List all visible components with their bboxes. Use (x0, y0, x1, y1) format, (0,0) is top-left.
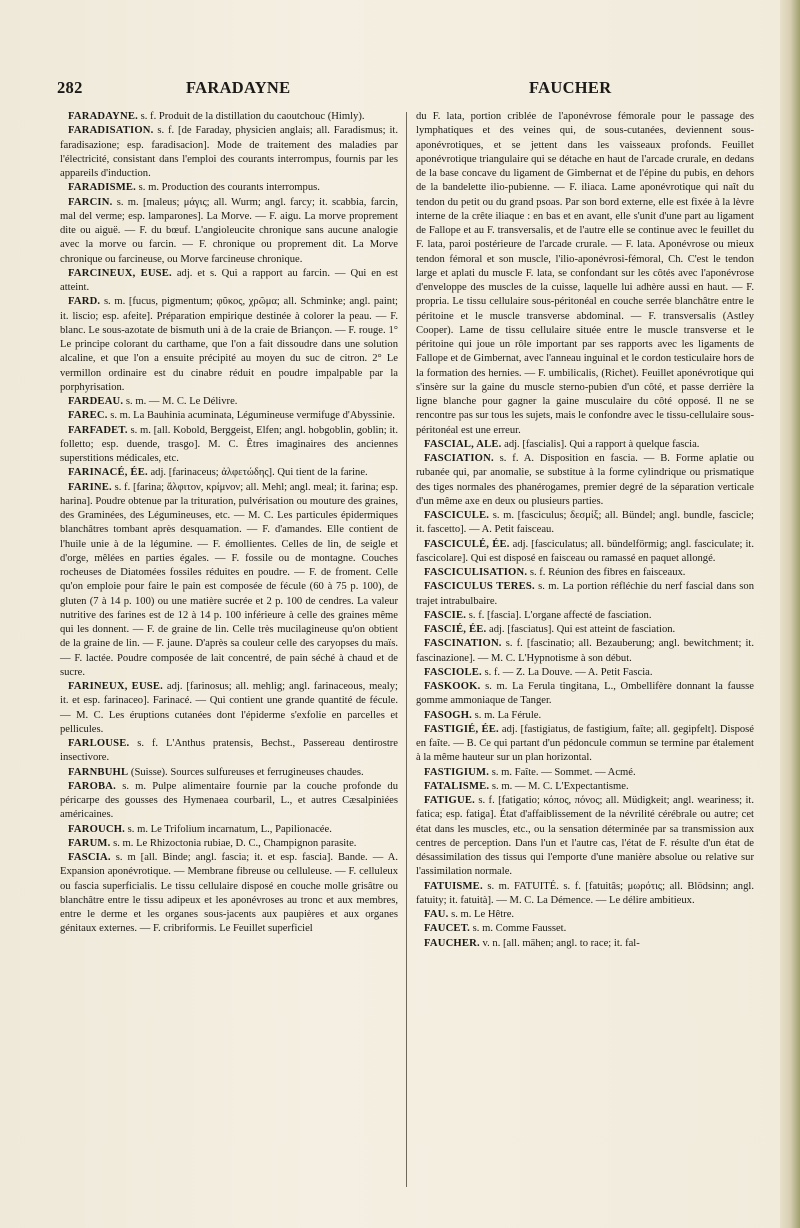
entry-headword: FARADISATION. (68, 125, 154, 137)
left-column (60, 110, 398, 937)
entry-definition: (Suisse). Sources sulfureuses et ferrugineuses chaudes. (128, 766, 364, 778)
entry-headword: FASCIOLE. (424, 666, 482, 678)
entry-definition: s. m. Le Trifolium incarnatum, L., Papilionacée. (125, 823, 332, 835)
dictionary-entry (416, 922, 754, 936)
entry-definition: s. m. Le Rhizoctonia rubiae, D. C., Champignon parasite. (110, 837, 357, 849)
entry-headword: FASCIATION. (424, 453, 494, 464)
entry-headword: FASCIÉ, ÉE. (424, 624, 487, 635)
entry-headword: FARADISME. (68, 182, 137, 194)
entry-definition: adj. [fasciculatus; all. bündelförmig; angl. fasciculate; it. fascicolare]. Qui est disposé en faisceau ou ramassé en paquet allongé. (416, 538, 755, 564)
entry-definition: s. m. — M. C. Le Délivre. (123, 396, 238, 407)
dictionary-entry (60, 680, 398, 737)
entry-definition: adj. [fasciatus]. Qui est atteint de fasciation. (486, 624, 676, 635)
entry-headword: FASCICULISATION. (424, 567, 528, 578)
entry-definition: adj. et s. Qui a rapport au farcin. — Qui en est atteint. (60, 267, 398, 293)
entry-definition: s. m. [all. Kobold, Berggeist, Elfen; angl. hobgoblin, goblin; it. folletto; esp. duende, trasgo]. M. C. Êtres imaginaires des anciennes superstitions médicales, etc. (60, 424, 398, 464)
entry-definition: s. m. [maleus; μάγις; all. Wurm; angl. farcy; it. scabbia, farcin, mal del verme; esp. lamparones]. La Morve. — F. aigu. La morve proprement dite ou aiguë. — F. du bœuf. L'angioleucite chronique sans aucune analogie avec la morve ou farcin. — F. chronique ou proprement dit. La Morve chronique ou farcineuse, ou Morve farcineuse chronique. (60, 196, 398, 265)
dictionary-entry (60, 766, 398, 780)
dictionary-entry (416, 609, 754, 623)
dictionary-entry (416, 509, 754, 538)
dictionary-entry (60, 181, 398, 195)
entry-definition: s. f. Réunion des fibres en faisceaux. (527, 567, 686, 578)
dictionary-entry (416, 880, 754, 909)
dictionary-entry (60, 823, 398, 837)
entry-headword: FARUM. (68, 837, 111, 849)
dictionary-entry (60, 124, 398, 181)
left-running-head: FARADAYNE (186, 78, 291, 97)
entry-headword: FASTIGIÉ, ÉE. (424, 723, 499, 735)
entry-headword: FASCICULUS TERES. (424, 581, 535, 593)
entry-definition: s. m. La Bauhinia acuminata, Légumineuse vermifuge d'Abyssinie. (107, 410, 395, 422)
dictionary-entry (60, 780, 398, 823)
entry-headword: FASCINATION. (424, 638, 502, 650)
dictionary-entry (416, 110, 754, 438)
dictionary-entry (416, 580, 754, 609)
entry-headword: FAU. (424, 909, 449, 920)
dictionary-entry (60, 295, 398, 395)
entry-headword: FARNBUHL (68, 766, 129, 778)
dictionary-entry (416, 623, 754, 637)
entry-definition: s. m. Comme Fausset. (470, 923, 567, 935)
entry-definition: s. m. [fucus, pigmentum; φῦκος, χρῶμα; all. Schminke; angl. paint; it. liscio; esp. afeite]. Préparation empirique destinée à colorer la peau. — F. blanc. Le sous-azotate de bismuth uni à de la craie de Briançon. — F. rouge. 1° Le principe colorant du carthame, que l'on a fait dissoudre dans une solution alcaline, et que l'on a ensuite précipité au moyen du suc de citron. 2° Le vermillon ordinaire est du cinabre réduit en poudre impalpable par la porphyrisation. (60, 296, 398, 393)
entry-definition: du F. lata, portion criblée de l'aponévrose fémorale pour le passage des lymphatiques et des veines qui, de sous-cutanées, deviennent sous-aponévrotiques, et se jettent dans les vaisseaux profonds. Feuillet aponévrotique triangulaire qui se détache en haut de l'arcade crurale, en dedans de la base concave du ligament de Gimbernat et de l'épine du pubis, en dehors de la bandelette ilio-pubienne. — F. iliaca. Lame aponévrotique qui naît du tendon du petit ou du grand psoas. Par son bord externe, elle est fixée à la lèvre interne de la crête iliaque : en bas et en avant, elle s'unit d'une part au ligament de Fallope et au F. transversalis, et de l'autre elle se continue avec le feuillet du F. lata, paroi postérieure de l'arcade crurale. — F. lata. Aponévrose ou mieux tendon fémoral et son muscle, l'ilio-aponévrosi-fémoral, Ch. C'est le tendon large et aplati du muscle F. lata, se confondant sur les côtés avec l'aponévrose d'enveloppe des muscles de la cuisse, laquelle lui adhère aussi en haut. — F. propria. Le tissu cellulaire sous-péritonéal en couche serrée blanchâtre entre le péritoine et le muscle transverse abdominal. — F. transversalis (Astley Cooper). Lame de tissu cellulaire située entre le muscle transverse et le péritoine qui joue un rôle important par ses rapports avec les ligaments de Fallope et de Gimbernat, avec l'anneau inguinal et le cordon testiculaire hors de la formation des hernies. — F. umbilicalis, (Richet). Feuillet aponévrotique qui s'insère sur la gaine du muscle sterno-pubien d'un côté, et passe derrière la ligne blanche pour gagner la gaine musculaire du côté opposé. Il ne se rencontre pas sur tous les sujets, mais le confondre avec le tissu-cellulaire sous-péritonéal est une erreur. (416, 111, 754, 436)
entry-headword: FARINEUX, EUSE. (68, 681, 163, 692)
entry-definition: s. m. Le Hêtre. (448, 909, 515, 920)
column-divider (406, 112, 407, 1187)
dictionary-entry (60, 110, 398, 124)
dictionary-entry (60, 481, 398, 681)
entry-definition: s. f. [farina; ἄλφιτον, κρίμνον; all. Mehl; angl. meal; it. farina; esp. harina]. Poudre obtenue par la trituration, pulvérisation ou mouture des graines, des Graminées, des Légumineuses, etc. — M. C. Les particules épidermiques blanchâtres tombant après desquamation. — F. d'amandes. Elle contient de l'huile unie à de la légumine. — F. émollientes. Celles de lin, de seigle et d'orge, mêlées en parties égales. — F. fossile ou de montagne. Couches rocheuses de Diatomées fossiles réduites en poudre. — F. de froment. Celle qu'on emploie pour faire le pain est composée de fécule (60 à 75 p. 100), de gluten (7 à 14 p. 100) ou une matière sucrée et 2 p. 100 de cendres. La valeur nutritive des farines est de 12 à 14 p. 100 inférieure à celle des graines même qui les donnent. — F. de graine de lin. Celle très mucilagineuse qu'on obtient de la graine de lin. — F. jaune. D'après sa couleur celle des caryopses du maïs. — F. lactée. Poudre composée de lait concentré, de pain séché à chaud et de sucre. (60, 481, 398, 678)
dictionary-entry (60, 837, 398, 851)
entry-definition: s. m. [fasciculus; δεσμίξ; all. Bündel; angl. bundle, fascicle; it. fascetto]. — A. Petit faisceau. (416, 510, 754, 536)
entry-definition: adj. [farinaceus; ἀλφετώδης]. Qui tient de la farine. (147, 467, 368, 479)
entry-headword: FAREC. (68, 410, 108, 422)
dictionary-entry (416, 566, 754, 580)
entry-definition: adj. [fascialis]. Qui a rapport à quelque fascia. (501, 438, 700, 450)
dictionary-entry (416, 680, 754, 709)
dictionary-entry (416, 666, 754, 680)
dictionary-entry (416, 637, 754, 666)
entry-headword: FARCINEUX, EUSE. (68, 267, 172, 279)
entry-headword: FARINE. (68, 481, 112, 493)
entry-headword: FARCIN. (68, 196, 113, 208)
dictionary-entry (416, 908, 754, 922)
entry-definition: s. f. A. Disposition en fascia. — B. Forme aplatie ou rubanée qui, par anomalie, se substitue à la forme cylindrique ou prismatique des tiges normales des phanérogames, premier degré de la séparation verticale d'un même axe en deux ou plusieurs parties. (416, 453, 754, 507)
entry-definition: s. f. [fascia]. L'organe affecté de fasciation. (466, 609, 652, 621)
entry-headword: FARINACÉ, ÉE. (68, 467, 148, 479)
dictionary-entry (60, 851, 398, 937)
entry-definition: s. f. Produit de la distillation du caoutchouc (Himly). (137, 111, 365, 122)
entry-headword: FASKOOK. (424, 681, 481, 692)
entry-headword: FAUCHER. (424, 937, 480, 949)
dictionary-entry (416, 766, 754, 780)
dictionary-entry (416, 780, 754, 794)
entry-definition: s. f. [fatigatio; κόπος, πόνος; all. Müdigkeit; angl. weariness; it. fatica; esp. fatiga]. État d'affaiblissement de la névrilité cérébrale ou autre; cet état dans les muscles, etc., ou la sensation déterminée par sa transmission aux centres de perception. Dans l'un et l'autre cas, l'état de F. résulte d'un état de désassimilation des tissus qui l'emporte d'une manière absolue ou relative sur l'assimilation normale. (416, 795, 754, 878)
running-header (0, 78, 800, 100)
entry-definition: s. f. — Z. La Douve. — A. Petit Fascia. (481, 666, 653, 678)
dictionary-entry (416, 452, 754, 509)
entry-definition: s. m. Faîte. — Sommet. — Acmé. (489, 766, 636, 778)
entry-headword: FATUISME. (424, 880, 483, 892)
dictionary-entry (416, 709, 754, 723)
right-running-head: FAUCHER (529, 78, 612, 97)
page-edge (780, 0, 800, 1228)
entry-definition: s. f. [de Faraday, physicien anglais; all. Faradismus; it. faradisazione; esp. faradisacion]. Mode de traitement des maladies par l'électricité, consistant dans l'emploi des courants interrompus, fournis par les appareils d'induction. (60, 125, 398, 179)
entry-definition: v. n. [all. mähen; angl. to race; it. fal- (479, 937, 640, 949)
entry-headword: FAROBA. (68, 780, 116, 792)
entry-definition: adj. [farinosus; all. mehlig; angl. farinaceous, mealy; it. et esp. farinaceo]. Farinacé. — Qui contient une grande quantité de fécule. — M. C. Les éruptions cutanées dont l'épiderme s'exfolie en parcelles et pellicules. (60, 681, 398, 735)
dictionary-entry (416, 937, 754, 951)
entry-headword: FASCIE. (424, 609, 467, 621)
entry-headword: FAROUCH. (68, 823, 126, 835)
entry-headword: FAUCET. (424, 923, 471, 935)
entry-definition: s. m. La Ferula tingitana, L., Ombellifère donnant la fausse gomme ammoniaque de Tanger. (416, 681, 754, 707)
entry-headword: FASOGH. (424, 709, 472, 721)
entry-definition: s. m. Pulpe alimentaire fournie par la couche profonde du péricarpe des gousses des Hymenaea courbaril, L., et autres Cæsalpiniées américaines. (60, 780, 398, 821)
entry-headword: FASCICULÉ, ÉE. (424, 538, 510, 550)
entry-headword: FARADAYNE. (68, 111, 138, 122)
entry-headword: FATALISME. (424, 780, 490, 792)
entry-headword: FASCIAL, ALE. (424, 438, 502, 450)
entry-headword: FARD. (68, 296, 101, 308)
dictionary-entry (60, 267, 398, 296)
entry-definition: s. f. [fascinatio; all. Bezauberung; angl. bewitchment; it. fascinazione]. — M. C. L'Hypnotisme à son début. (416, 638, 754, 664)
entry-headword: FASCIA. (68, 852, 111, 863)
entry-definition: s. m. La portion réfléchie du nerf fascial dans son trajet intrabulbaire. (416, 581, 754, 607)
entry-definition: s. m. FATUITÉ. s. f. [fatuitâs; μωρότις; all. Blödsinn; angl. fatuity; it. fatuità]. — M. C. La Démence. — Le délire ambitieux. (416, 880, 754, 906)
dictionary-entry (60, 466, 398, 480)
dictionary-entry (60, 409, 398, 423)
dictionary-entry (60, 196, 398, 267)
entry-headword: FATIGUE. (424, 795, 475, 806)
dictionary-entry (60, 424, 398, 467)
dictionary-entry (416, 794, 754, 880)
entry-definition: s. m. — M. C. L'Expectantisme. (489, 780, 629, 792)
entry-definition: adj. [fastigiatus, de fastigium, faîte; all. gegipfelt]. Disposé en faîte. — B. Ce qui partant d'un pédoncule commun se termine par étalement à la même hauteur sur un plan horizontal. (416, 723, 755, 764)
entry-definition: s. m [all. Binde; angl. fascia; it. et esp. fascia]. Bande. — A. Expansion aponévrotique. — Membrane fibreuse ou celluleuse. — F. celluleux ou fascia superficialis. Le tissu cellulaire disposé en couche molle grisâtre ou blanchâtre entre le tissu adipeux et les aponévroses au tronc et aux membres, entre le derme et les organes sous-jacents aux paupières et aux organes génitaux externes. — F. cribriformis. Le Feuillet superficiel (60, 852, 398, 935)
entry-headword: FASTIGIUM. (424, 766, 490, 778)
entry-headword: FARLOUSE. (68, 738, 130, 749)
right-column (416, 110, 754, 951)
entry-headword: FARDEAU. (68, 396, 124, 407)
entry-definition: s. m. La Férule. (472, 709, 542, 721)
dictionary-entry (60, 395, 398, 409)
entry-definition: s. f. L'Anthus pratensis, Bechst., Passereau dentirostre insectivore. (60, 738, 398, 764)
dictionary-entry (60, 737, 398, 766)
entry-headword: FASCICULE. (424, 510, 490, 521)
dictionary-entry (416, 438, 754, 452)
dictionary-entry (416, 538, 754, 567)
entry-definition: s. m. Production des courants interrompus. (136, 182, 320, 194)
entry-headword: FARFADET. (68, 424, 128, 436)
page-number: 282 (57, 78, 83, 97)
dictionary-entry (416, 723, 754, 766)
